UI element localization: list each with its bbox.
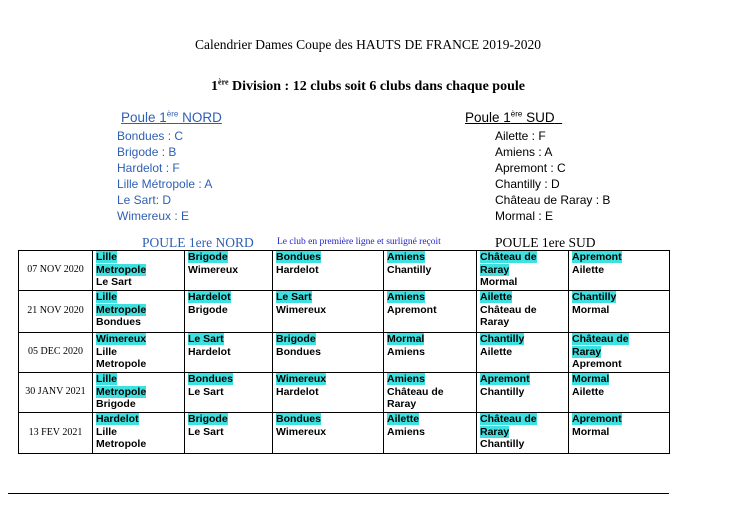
sud-club-item: Mormal : E: [495, 209, 554, 223]
home-club-line: [387, 373, 473, 386]
away-club: Apremont: [572, 358, 622, 371]
nord-club-list: [117, 128, 212, 224]
match-cell-nord: [273, 333, 384, 373]
match-cell-sud: [477, 413, 569, 454]
subtitle-superscript: ère: [218, 77, 229, 87]
calendar-row: [19, 291, 670, 333]
home-club: Lille: [96, 291, 118, 303]
home-club-line: [480, 291, 565, 304]
home-club: Ailette: [480, 291, 513, 303]
home-club: Brigode: [276, 333, 316, 345]
home-club: Metropole: [96, 303, 147, 316]
sud-club-item: Chantilly : D: [495, 177, 560, 191]
home-club-line: [572, 346, 666, 359]
away-club: Le Sart: [188, 425, 224, 438]
match-cell-nord: [273, 291, 384, 333]
away-club: Hardelot: [188, 345, 231, 358]
nord-club-item: Le Sart: D: [117, 193, 172, 207]
match-cell-nord: [185, 291, 273, 333]
calendar-body: [19, 251, 670, 454]
home-club: Chantilly: [572, 291, 617, 303]
home-club-line: [387, 291, 473, 304]
home-club: Raray: [480, 425, 510, 438]
away-club: Mormal: [480, 276, 518, 289]
home-club-line: [276, 413, 380, 426]
home-club-line: [480, 333, 565, 346]
away-club: Château de: [480, 303, 537, 316]
match-cell-sud: [384, 251, 477, 291]
away-club: Wimereux: [276, 303, 327, 316]
home-club-line: [480, 413, 565, 426]
home-club: Lille: [96, 373, 118, 385]
home-club-line: [480, 373, 565, 386]
match-date: 05 DEC 2020: [19, 333, 93, 373]
match-cell-sud: [384, 291, 477, 333]
home-club: Lille: [96, 251, 118, 263]
home-club: Château de: [572, 333, 629, 345]
away-club: Chantilly: [480, 438, 525, 451]
subtitle-prefix: 1: [211, 79, 219, 94]
match-cell-nord: [273, 373, 384, 413]
home-club: Raray: [572, 345, 602, 358]
calendar-table: [18, 250, 670, 454]
away-club: Château de: [387, 385, 444, 398]
match-cell-nord: [273, 413, 384, 454]
nord-club-item: Brigode : B: [117, 145, 177, 159]
home-club-line: [276, 333, 380, 346]
home-club-line: [96, 413, 181, 426]
home-club: Raray: [480, 263, 510, 276]
sud-club-item: Apremont : C: [495, 161, 566, 175]
home-club-line: [188, 333, 269, 346]
match-cell-sud: [384, 333, 477, 373]
home-club-line: [276, 251, 380, 264]
poule-sud-heading: [465, 110, 562, 125]
away-club: Wimereux: [276, 425, 327, 438]
division-subtitle: [0, 79, 736, 95]
home-club-line: [188, 291, 269, 304]
match-date: 07 NOV 2020: [19, 251, 93, 291]
home-club: Brigode: [188, 413, 228, 425]
home-club-line: [572, 251, 666, 264]
home-club: Amiens: [387, 291, 425, 303]
match-cell-sud: [569, 413, 670, 454]
nord-heading-superscript: ère: [166, 109, 179, 119]
bottom-rule: [8, 493, 669, 494]
home-club: Hardelot: [188, 291, 231, 303]
home-club: Amiens: [387, 373, 425, 385]
match-cell-nord: [185, 251, 273, 291]
away-club: Brigode: [96, 398, 136, 411]
home-club-line: [96, 304, 181, 317]
home-club-line: [96, 333, 181, 346]
match-cell-nord: [93, 373, 185, 413]
away-club: Amiens: [387, 345, 425, 358]
away-club: Hardelot: [276, 385, 319, 398]
away-club: Brigode: [188, 303, 228, 316]
away-club: Metropole: [96, 438, 147, 451]
away-club: Chantilly: [387, 263, 432, 276]
table-note: Le club en première ligne et surligné reçoit: [277, 237, 441, 247]
home-club: Chantilly: [480, 333, 525, 345]
away-club: Metropole: [96, 358, 147, 371]
match-cell-nord: [93, 291, 185, 333]
sud-club-list: [495, 128, 610, 224]
match-cell-nord: [93, 333, 185, 373]
away-club: Ailette: [572, 263, 605, 276]
match-cell-nord: [185, 413, 273, 454]
away-club: Bondues: [96, 316, 141, 329]
home-club-line: [572, 333, 666, 346]
nord-heading-text: NORD: [178, 110, 222, 125]
home-club: Bondues: [276, 413, 321, 425]
home-club-line: [96, 386, 181, 399]
home-club-line: [96, 251, 181, 264]
table-caption-sud: POULE 1ere SUD: [495, 235, 596, 250]
away-club: Lille: [96, 345, 118, 358]
away-club: Bondues: [276, 345, 321, 358]
home-club-line: [387, 413, 473, 426]
home-club-line: [387, 251, 473, 264]
nord-heading-prefix: Poule 1: [121, 110, 167, 125]
sud-club-item: Château de Raray : B: [495, 193, 611, 207]
home-club-line: [276, 373, 380, 386]
home-club: Apremont: [572, 251, 622, 263]
home-club: Mormal: [387, 333, 425, 345]
match-cell-sud: [569, 373, 670, 413]
calendar-row: [19, 413, 670, 454]
away-club: Apremont: [387, 303, 437, 316]
match-cell-nord: [273, 251, 384, 291]
home-club-line: [276, 291, 380, 304]
home-club-line: [188, 251, 269, 264]
nord-club-item: Wimereux : E: [117, 209, 190, 223]
document-title: Calendrier Dames Coupe des HAUTS DE FRANCE 2019-2020: [194, 37, 542, 52]
match-cell-nord: [185, 333, 273, 373]
away-club: Ailette: [572, 385, 605, 398]
home-club: Le Sart: [276, 291, 312, 303]
away-club: Chantilly: [480, 385, 525, 398]
calendar-row: [19, 333, 670, 373]
home-club: Bondues: [188, 373, 233, 385]
match-cell-sud: [477, 291, 569, 333]
home-club: Metropole: [96, 385, 147, 398]
home-club: Château de: [480, 413, 537, 425]
match-date: 30 JANV 2021: [19, 373, 93, 413]
match-cell-sud: [384, 413, 477, 454]
match-date: 13 FEV 2021: [19, 413, 93, 454]
away-club: Hardelot: [276, 263, 319, 276]
away-club: Le Sart: [188, 385, 224, 398]
home-club-line: [96, 291, 181, 304]
nord-club-item: Bondues : C: [117, 129, 184, 143]
away-club: Amiens: [387, 425, 425, 438]
match-cell-nord: [185, 373, 273, 413]
home-club: Mormal: [572, 373, 610, 385]
match-cell-sud: [569, 333, 670, 373]
match-cell-sud: [477, 373, 569, 413]
home-club-line: [188, 413, 269, 426]
sud-heading-superscript: ère: [510, 109, 523, 119]
nord-club-item: Hardelot : F: [117, 161, 180, 175]
sud-heading-prefix: Poule 1: [465, 110, 511, 125]
home-club: Ailette: [387, 413, 420, 425]
away-club: Ailette: [480, 345, 513, 358]
away-club: Raray: [480, 316, 510, 329]
home-club-line: [387, 333, 473, 346]
home-club: Château de: [480, 251, 537, 263]
sud-club-item: Ailette : F: [495, 129, 546, 143]
away-club: Mormal: [572, 425, 610, 438]
match-date: 21 NOV 2020: [19, 291, 93, 333]
home-club: Le Sart: [188, 333, 224, 345]
home-club-line: [572, 413, 666, 426]
match-cell-nord: [93, 413, 185, 454]
home-club-line: [480, 426, 565, 439]
home-club: Wimereux: [276, 373, 327, 385]
home-club: Apremont: [480, 373, 530, 385]
home-club: Wimereux: [96, 333, 147, 345]
sud-club-item: Amiens : A: [495, 145, 553, 159]
match-cell-sud: [569, 251, 670, 291]
sud-heading-text: SUD: [522, 110, 555, 125]
away-club: Le Sart: [96, 276, 132, 289]
home-club-line: [480, 251, 565, 264]
home-club-line: [96, 373, 181, 386]
home-club-line: [96, 264, 181, 277]
home-club-line: [572, 291, 666, 304]
match-cell-sud: [569, 291, 670, 333]
away-club: Lille: [96, 425, 118, 438]
calendar-row: [19, 373, 670, 413]
home-club: Hardelot: [96, 413, 139, 425]
calendar-row: [19, 251, 670, 291]
match-cell-sud: [477, 333, 569, 373]
poule-nord-heading: [121, 110, 222, 125]
away-club: Mormal: [572, 303, 610, 316]
home-club-line: [480, 264, 565, 277]
away-club: Wimereux: [188, 263, 239, 276]
home-club-line: [188, 373, 269, 386]
home-club: Bondues: [276, 251, 321, 263]
match-cell-sud: [384, 373, 477, 413]
nord-club-item: Lille Métropole : A: [117, 177, 213, 191]
table-caption-nord: POULE 1ere NORD: [142, 235, 254, 250]
home-club: Amiens: [387, 251, 425, 263]
home-club-line: [572, 373, 666, 386]
subtitle-text: Division : 12 clubs soit 6 clubs dans chaque poule: [228, 79, 525, 94]
home-club: Brigode: [188, 251, 228, 263]
away-club: Raray: [387, 398, 417, 411]
home-club: Metropole: [96, 263, 147, 276]
home-club: Apremont: [572, 413, 622, 425]
match-cell-sud: [477, 251, 569, 291]
match-cell-nord: [93, 251, 185, 291]
